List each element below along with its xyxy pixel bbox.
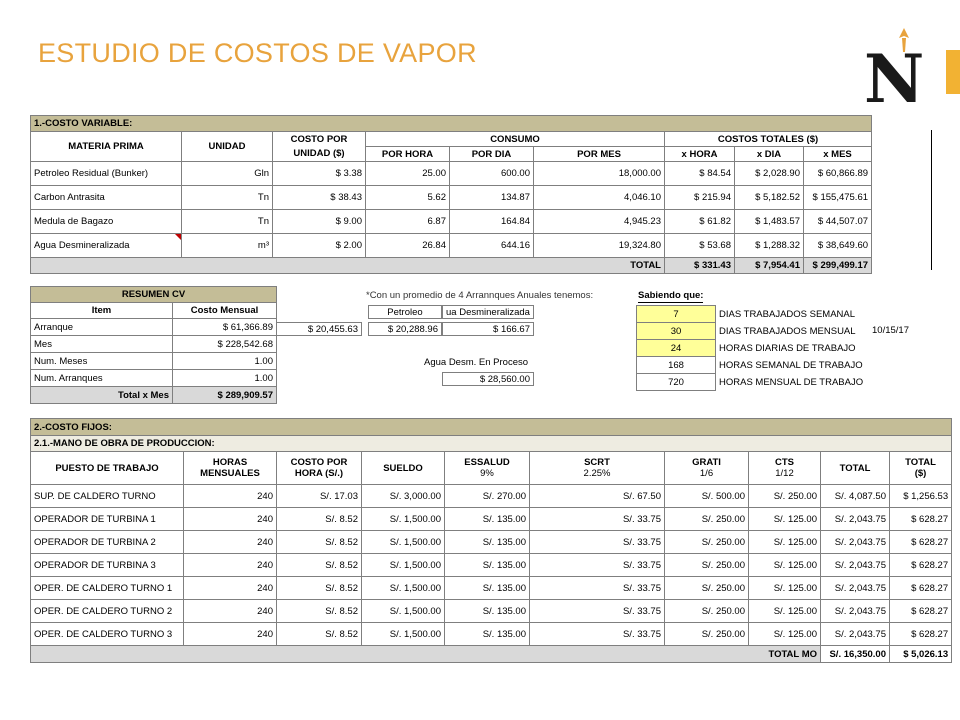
cell-por-mes: 4,945.23 — [534, 210, 665, 234]
header-grati-line2: 1/6 — [699, 468, 714, 479]
table-row — [637, 306, 877, 323]
cell-total-usd: $ 628.27 — [890, 577, 952, 600]
table-row — [31, 319, 277, 336]
cell-scrt: S/. 33.75 — [530, 600, 665, 623]
cell-costo-hora: S/. 8.52 — [277, 623, 362, 646]
cell-total-usd: $ 1,256.53 — [890, 485, 952, 508]
cell-grati: S/. 250.00 — [665, 623, 749, 646]
cell-costo: $ 61,366.89 — [173, 319, 277, 336]
cell-por-dia: 164.84 — [450, 210, 534, 234]
subsection-title-mano-obra: 2.1.-MANO DE OBRA DE PRODUCCION: — [31, 436, 952, 452]
table-row — [31, 353, 277, 370]
total-row — [31, 258, 872, 274]
cell-horas: 240 — [184, 531, 277, 554]
cell-por-dia: 134.87 — [450, 186, 534, 210]
cell-essalud: S/. 135.00 — [445, 554, 530, 577]
cell-essalud: S/. 135.00 — [445, 531, 530, 554]
cell-cts: S/. 250.00 — [749, 485, 821, 508]
sabiendo-title: Sabiendo que: — [638, 290, 704, 301]
cell-item: Num. Meses — [31, 353, 173, 370]
cell-total: S/. 2,043.75 — [821, 554, 890, 577]
table-row — [31, 336, 277, 353]
cell-costo-hora: S/. 8.52 — [277, 508, 362, 531]
table-row — [637, 374, 877, 391]
cell-cost: $ 3.38 — [273, 162, 366, 186]
cell-total: S/. 2,043.75 — [821, 623, 890, 646]
total-mo-soles: S/. 16,350.00 — [821, 646, 890, 663]
table-row — [31, 577, 952, 600]
header-total: TOTAL — [821, 452, 890, 485]
cell-cts: S/. 125.00 — [749, 577, 821, 600]
header-x-mes: x MES — [804, 147, 872, 162]
university-logo-icon — [858, 22, 928, 106]
table-row — [31, 600, 952, 623]
cell-essalud: S/. 135.00 — [445, 508, 530, 531]
header-puesto: PUESTO DE TRABAJO — [31, 452, 184, 485]
petroleo-label: Petroleo — [368, 305, 442, 319]
cell-costo-hora: S/. 8.52 — [277, 554, 362, 577]
cell-item: Arranque — [31, 319, 173, 336]
cell-cost: $ 9.00 — [273, 210, 366, 234]
cell-scrt: S/. 33.75 — [530, 554, 665, 577]
header-essalud — [445, 452, 530, 485]
cell-x-hora: $ 215.94 — [665, 186, 735, 210]
header-horas-line1: HORAS — [212, 457, 248, 468]
header-costo-unidad-2: UNIDAD ($) — [273, 147, 366, 162]
cell-x-dia: $ 2,028.90 — [735, 162, 804, 186]
table-row — [31, 234, 872, 258]
cell-cts: S/. 125.00 — [749, 623, 821, 646]
table-row — [31, 370, 277, 387]
border-line — [931, 130, 932, 270]
cell-unit: Tn — [182, 186, 273, 210]
table-row — [31, 485, 952, 508]
cell-total-usd: $ 628.27 — [890, 623, 952, 646]
header-materia-prima: MATERIA PRIMA — [31, 132, 182, 162]
cell-value: 24 — [637, 340, 716, 357]
cell-horas: 240 — [184, 508, 277, 531]
total-row — [31, 646, 952, 663]
cell-grati: S/. 250.00 — [665, 600, 749, 623]
header-cts — [749, 452, 821, 485]
agua-proceso-label: Agua Desm. En Proceso — [424, 357, 529, 368]
cell-cts: S/. 125.00 — [749, 508, 821, 531]
header-cts-line1: CTS — [775, 457, 794, 468]
resumen-cv-table — [30, 286, 277, 404]
cell-material: Medula de Bagazo — [31, 210, 182, 234]
cell-grati: S/. 250.00 — [665, 577, 749, 600]
cell-label: DIAS TRABAJADOS MENSUAL — [719, 325, 856, 337]
cell-por-dia: 644.16 — [450, 234, 534, 258]
cell-item: Num. Arranques — [31, 370, 173, 387]
cell-puesto: OPERADOR DE TURBINA 3 — [31, 554, 184, 577]
table-row — [31, 508, 952, 531]
cell-total: S/. 2,043.75 — [821, 508, 890, 531]
cell-puesto: OPER. DE CALDERO TURNO 1 — [31, 577, 184, 600]
variable-cost-table — [30, 115, 872, 274]
total-row — [31, 387, 277, 404]
header-por-dia: POR DIA — [450, 147, 534, 162]
cell-por-mes: 4,046.10 — [534, 186, 665, 210]
total-x-hora: $ 331.43 — [665, 258, 735, 274]
cell-x-mes: $ 38,649.60 — [804, 234, 872, 258]
cell-unit: Tn — [182, 210, 273, 234]
cell-puesto: SUP. DE CALDERO TURNO — [31, 485, 184, 508]
table-row — [637, 340, 877, 357]
header-x-dia: x DIA — [735, 147, 804, 162]
cell-por-mes: 19,324.80 — [534, 234, 665, 258]
table-row — [637, 357, 877, 374]
cell-costo: 1.00 — [173, 370, 277, 387]
cell-sueldo: S/. 1,500.00 — [362, 554, 445, 577]
cell-essalud: S/. 135.00 — [445, 577, 530, 600]
total-mo-usd: $ 5,026.13 — [890, 646, 952, 663]
svg-text:N: N — [864, 40, 925, 106]
cell-scrt: S/. 33.75 — [530, 623, 665, 646]
header-total-usd-line1: TOTAL — [905, 457, 936, 468]
cell-x-hora: $ 61.82 — [665, 210, 735, 234]
cell-scrt: S/. 33.75 — [530, 508, 665, 531]
header-grati-line1: GRATI — [692, 457, 721, 468]
cell-costo-hora: S/. 8.52 — [277, 577, 362, 600]
cell-value: 720 — [637, 374, 716, 391]
cell-sueldo: S/. 1,500.00 — [362, 531, 445, 554]
cell-grati: S/. 250.00 — [665, 531, 749, 554]
cell-cts: S/. 125.00 — [749, 531, 821, 554]
cell-sueldo: S/. 1,500.00 — [362, 577, 445, 600]
agua-value: $ 166.67 — [442, 322, 534, 336]
total-x-mes: $ 299,499.17 — [804, 258, 872, 274]
cell-essalud: S/. 135.00 — [445, 600, 530, 623]
cell-total: S/. 2,043.75 — [821, 600, 890, 623]
header-costo-line2: HORA (S/.) — [294, 468, 344, 479]
accent-bar — [946, 50, 960, 94]
table-row — [31, 623, 952, 646]
cell-total-usd: $ 628.27 — [890, 600, 952, 623]
cell-costo: $ 228,542.68 — [173, 336, 277, 353]
slide-title: ESTUDIO DE COSTOS DE VAPOR — [38, 38, 477, 68]
header-costo-mensual: Costo Mensual — [173, 303, 277, 319]
cell-horas: 240 — [184, 554, 277, 577]
total-x-dia: $ 7,954.41 — [735, 258, 804, 274]
cell-label: HORAS DIARIAS DE TRABAJO — [719, 342, 856, 354]
cell-por-hora: 5.62 — [366, 186, 450, 210]
agua-desmineralizada-label: ua Desmineralizada — [442, 305, 534, 319]
cell-por-hora: 25.00 — [366, 162, 450, 186]
cell-material: Agua Desmineralizada — [31, 234, 182, 258]
cell-essalud: S/. 135.00 — [445, 623, 530, 646]
cell-cts: S/. 125.00 — [749, 554, 821, 577]
cell-material: Petroleo Residual (Bunker) — [31, 162, 182, 186]
header-grati — [665, 452, 749, 485]
date-cell: 10/15/17 — [872, 325, 909, 336]
cell-x-mes: $ 60,866.89 — [804, 162, 872, 186]
table-row — [31, 531, 952, 554]
cell-x-dia: $ 5,182.52 — [735, 186, 804, 210]
table-row — [637, 323, 877, 340]
cell-costo-hora: S/. 8.52 — [277, 600, 362, 623]
cell-unit: Gln — [182, 162, 273, 186]
header-x-hora: x HORA — [665, 147, 735, 162]
cell-cost: $ 38.43 — [273, 186, 366, 210]
cell-x-mes: $ 44,507.07 — [804, 210, 872, 234]
cell-item: Mes — [31, 336, 173, 353]
table-row — [31, 162, 872, 186]
petroleo-value: $ 20,288.96 — [368, 322, 442, 336]
cell-por-mes: 18,000.00 — [534, 162, 665, 186]
header-por-hora: POR HORA — [366, 147, 450, 162]
header-costo-unidad-1: COSTO POR — [273, 132, 366, 147]
cell-label: DIAS TRABAJADOS SEMANAL — [719, 308, 856, 320]
cell-cts: S/. 125.00 — [749, 600, 821, 623]
header-sueldo: SUELDO — [362, 452, 445, 485]
cell-puesto: OPER. DE CALDERO TURNO 3 — [31, 623, 184, 646]
cell-horas: 240 — [184, 623, 277, 646]
total-label: TOTAL — [31, 258, 665, 274]
cell-por-hora: 26.84 — [366, 234, 450, 258]
header-total-usd — [890, 452, 952, 485]
cell-scrt: S/. 33.75 — [530, 531, 665, 554]
cell-puesto: OPERADOR DE TURBINA 1 — [31, 508, 184, 531]
cell-costo-hora: S/. 17.03 — [277, 485, 362, 508]
header-total-usd-line2: ($) — [914, 468, 927, 479]
cell-x-mes: $ 155,475.61 — [804, 186, 872, 210]
cell-sueldo: S/. 1,500.00 — [362, 600, 445, 623]
header-por-mes: POR MES — [534, 147, 665, 162]
cell-x-dia: $ 1,483.57 — [735, 210, 804, 234]
header-scrt-line1: SCRT — [584, 457, 610, 468]
cell-x-dia: $ 1,288.32 — [735, 234, 804, 258]
cell-total-usd: $ 628.27 — [890, 554, 952, 577]
cell-x-hora: $ 53.68 — [665, 234, 735, 258]
cell-horas: 240 — [184, 600, 277, 623]
cell-scrt: S/. 67.50 — [530, 485, 665, 508]
cell-sueldo: S/. 3,000.00 — [362, 485, 445, 508]
header-scrt — [530, 452, 665, 485]
cell-puesto: OPERADOR DE TURBINA 2 — [31, 531, 184, 554]
cell-sueldo: S/. 1,500.00 — [362, 508, 445, 531]
header-item: Item — [31, 303, 173, 319]
cell-grati: S/. 500.00 — [665, 485, 749, 508]
cell-grati: S/. 250.00 — [665, 554, 749, 577]
cell-por-dia: 600.00 — [450, 162, 534, 186]
cell-unit: m³ — [182, 234, 273, 258]
header-horas — [184, 452, 277, 485]
cell-grati: S/. 250.00 — [665, 508, 749, 531]
cell-value: 30 — [637, 323, 716, 340]
cell-essalud: S/. 270.00 — [445, 485, 530, 508]
sabiendo-table — [636, 305, 877, 391]
cell-cost: $ 2.00 — [273, 234, 366, 258]
cell-x-hora: $ 84.54 — [665, 162, 735, 186]
table-row — [31, 554, 952, 577]
cell-label: HORAS MENSUAL DE TRABAJO — [719, 376, 864, 388]
header-scrt-line2: 2.25% — [583, 468, 611, 479]
header-unidad: UNIDAD — [182, 132, 273, 162]
resumen-title: RESUMEN CV — [31, 287, 277, 303]
arranque-total-value: $ 20,455.63 — [276, 322, 362, 336]
header-costos-totales: COSTOS TOTALES ($) — [665, 132, 872, 147]
cell-material: Carbon Antrasita — [31, 186, 182, 210]
cell-total: S/. 2,043.75 — [821, 577, 890, 600]
header-cts-line2: 1/12 — [775, 468, 794, 479]
cell-horas: 240 — [184, 577, 277, 600]
table-row — [31, 210, 872, 234]
cell-label: HORAS SEMANAL DE TRABAJO — [719, 359, 863, 371]
table-row — [31, 186, 872, 210]
header-costo-line1: COSTO POR — [290, 457, 348, 468]
cell-total-usd: $ 628.27 — [890, 531, 952, 554]
header-essalud-line1: ESSALUD — [464, 457, 510, 468]
total-mo-label: TOTAL MO — [31, 646, 821, 663]
header-consumo: CONSUMO — [366, 132, 665, 147]
cell-costo-hora: S/. 8.52 — [277, 531, 362, 554]
cell-puesto: OPER. DE CALDERO TURNO 2 — [31, 600, 184, 623]
header-costo-hora — [277, 452, 362, 485]
cell-total-usd: $ 628.27 — [890, 508, 952, 531]
cell-scrt: S/. 33.75 — [530, 577, 665, 600]
cell-por-hora: 6.87 — [366, 210, 450, 234]
agua-proceso-value: $ 28,560.00 — [442, 372, 534, 386]
cell-sueldo: S/. 1,500.00 — [362, 623, 445, 646]
header-essalud-line2: 9% — [480, 468, 494, 479]
cell-total: S/. 2,043.75 — [821, 531, 890, 554]
fixed-cost-table — [30, 418, 952, 663]
resumen-total-value: $ 289,909.57 — [173, 387, 277, 404]
arranques-note: *Con un promedio de 4 Arrannques Anuales tenemos: — [366, 290, 594, 301]
cell-costo: 1.00 — [173, 353, 277, 370]
section-title-fijos: 2.-COSTO FIJOS: — [31, 419, 952, 436]
cell-horas: 240 — [184, 485, 277, 508]
cell-total: S/. 4,087.50 — [821, 485, 890, 508]
section-title-variable: 1.-COSTO VARIABLE: — [31, 116, 872, 132]
cell-value: 7 — [637, 306, 716, 323]
resumen-total-label: Total x Mes — [31, 387, 173, 404]
header-horas-line2: MENSUALES — [200, 468, 260, 479]
cell-value: 168 — [637, 357, 716, 374]
